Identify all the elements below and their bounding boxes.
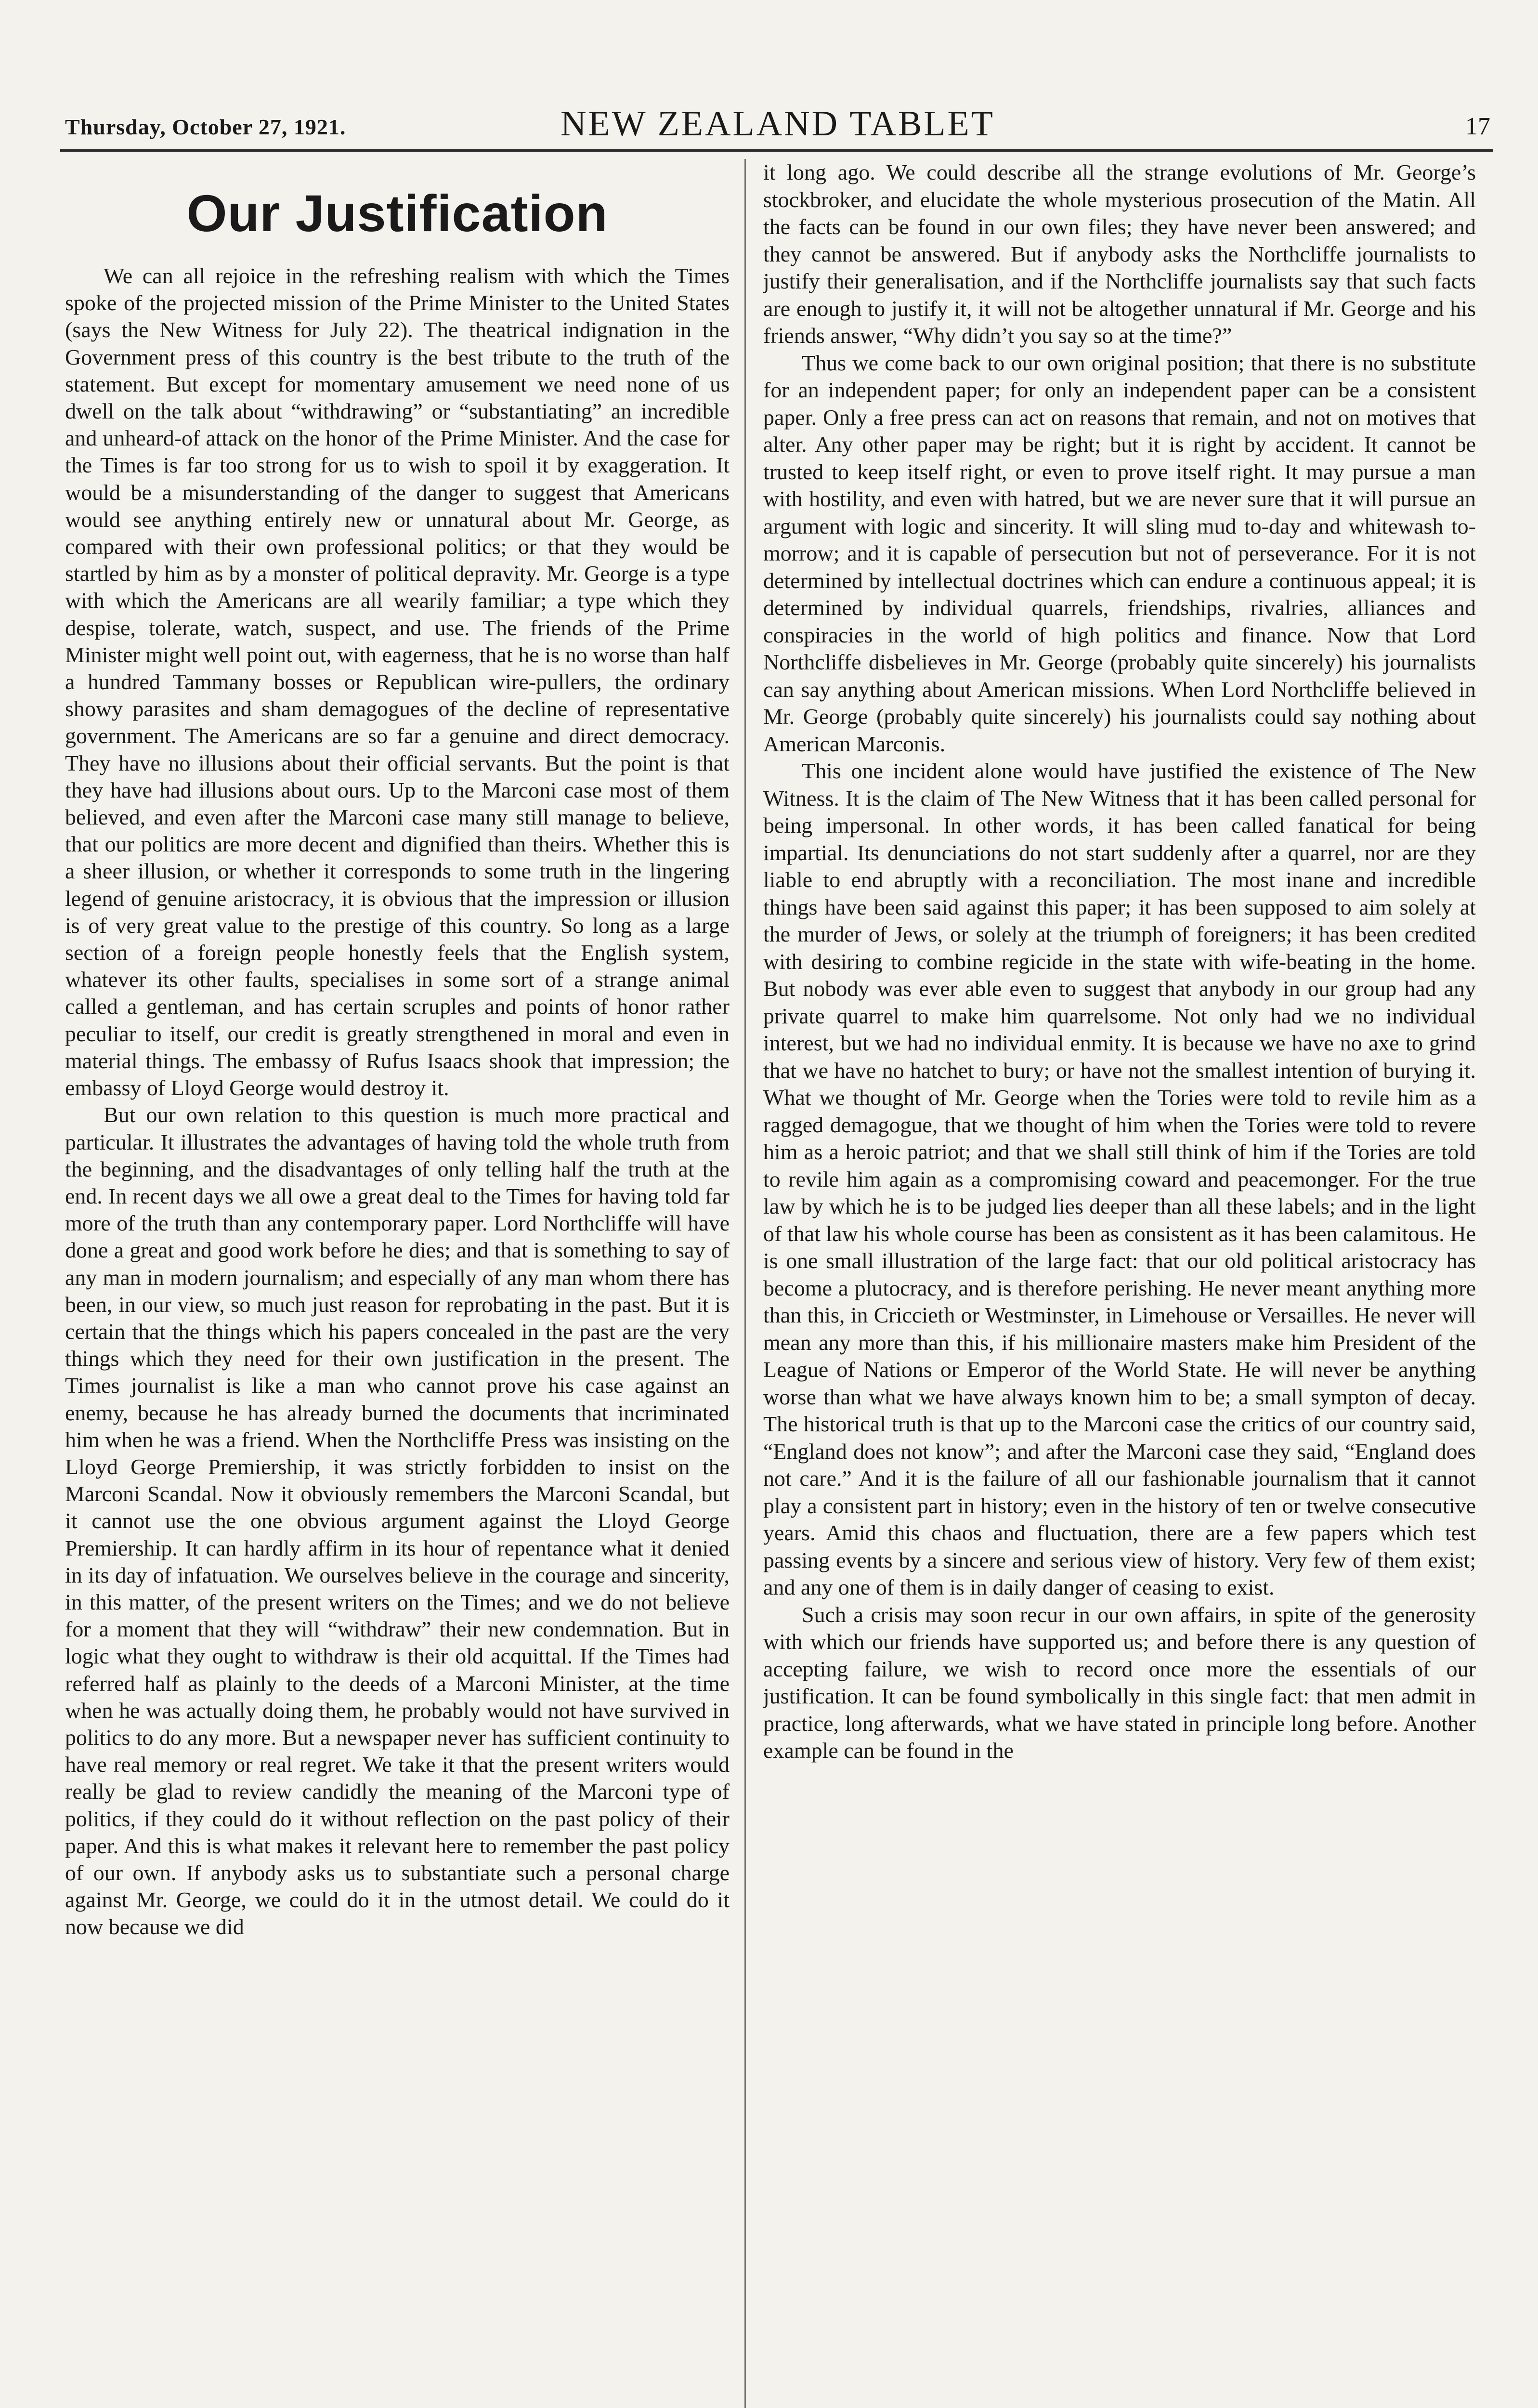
header-rule [60,149,1493,152]
article-paragraph-3: Thus we come back to our own original position; that there is no substitute for an independent paper; for only an independent paper can be a consistent paper. Only a free press can act on reasons that remain, and not on motives that alter. Any other paper may be right; but it is right by accident. It cannot be trusted to keep itself right, or even to prove itself right. It may pursue a man with hostility, and even with hatred, but we are never sure that it will pursue an argument with logic and sincerity. It will sling mud to-day and whitewash to-morrow; and it is capable of persecution but not of perseverance. For it is not determined by intellectual doctrines which can endure a continuous appeal; it is determined by individual quarrels, friendships, rivalries, alliances and conspiracies in the world of high politics and finance. Now that Lord Northcliffe disbelieves in Mr. George (probably quite sincerely) his journalists can say anything about American missions. When Lord Northcliffe believed in Mr. George (probably quite sincerely) his journalists could say nothing about American Marconis. [763,350,1476,756]
issue-date: Thursday, October 27, 1921. [65,115,346,139]
column-divider [744,159,746,2408]
article-paragraph-1: We can all rejoice in the refreshing realism with which the Times spoke of the projected mission of the Prime Minister to the United States (says the New Witness for July 22). The theatrical indignation in the Government press of this country is the best tribute to the truth of the statement. But except for momentary amusement we need none of us dwell on the talk about “withdrawing” or “substantiating” an incredible and unheard-of attack on the honor of the Prime Minister. And the case for the Times is far too strong for us to wish to spoil it by exaggeration. It would be a misunderstanding of the danger to suggest that Americans would see anything entirely new or unnatural about Mr. George, as compared with their own professional politics; or that they would be startled by him as by a monster of political depravity. Mr. George is a type with which the Americans are all wearily familiar; a type which they despise, tolerate, watch, suspect, and use. The friends of the Prime Minister might well point out, with eagerness, that he is no worse than half a hundred Tammany bosses or Republican wire-pullers, the ordinary showy parasites and sham demagogues of the decline of representative government. The Americans are so far a genuine and direct democracy. They have no illusions about their official servants. But the point is that they have had illusions about ours. Up to the Marconi case most of them believed, and even after the Marconi case many still manage to believe, that our politics are more decent and dignified than theirs. Whether this is a sheer illusion, or whether it corresponds to some truth in the lingering legend of genuine aristocracy, it is obvious that the impression or illusion is of very great value to the prestige of this country. So long as a large section of a foreign people honestly feels that the English system, whatever its other faults, specialises in some sort of a strange animal called a gentleman, and has certain scruples and points of honor rather peculiar to itself, our credit is greatly strengthened in moral and even in material things. The embassy of Rufus Isaacs shook that impression; the embassy of Lloyd George would destroy it. [65,263,730,1100]
article-paragraph-4: This one incident alone would have justified the existence of The New Witness. It is the claim of The New Witness that it has been called personal for being impersonal. In other words, it has been called fanatical for being impartial. Its denunciations do not start suddenly after a quarrel, nor are they liable to end abruptly with a reconciliation. The most inane and incredible things have been said against this paper; it has been supposed to aim solely at the murder of Jews, or solely at the triumph of foreigners; it has been credited with desiring to combine regicide in the state with wife-beating in the home. But nobody was ever able even to suggest that anybody in our group had any private quarrel to make him quarrelsome. Not only had we no individual interest, but we had no individual enmity. It is because we have no axe to grind that we have no hatchet to bury; or have not the smallest intention of burying it. What we thought of Mr. George when the Tories were told to revile him as a ragged demagogue, that we thought of him when the Tories were told to revere him as a heroic patriot; and that we shall still think of him if the Tories are told to revile him again as a compromising coward and peacemonger. For the true law by which he is to be judged lies deeper than all these labels; and in the light of that law his whole course has been as consistent as it has been calamitous. He is one small illustration of the large fact: that our old political aristocracy has become a plutocracy, and is therefore perishing. He never meant anything more than this, in Criccieth or Westminster, in Limehouse or Versailles. He never will mean any more than this, if his millionaire masters make him President of the League of Nations or Emperor of the World State. He will never be anything worse than what we have always known him to be; a small sympton of decay. The historical truth is that up to the Marconi case the critics of our country said, “England does not know”; and after the Marconi case they said, “England does not care.” And it is the failure of all our fashionable journalism that it cannot play a consistent part in history; even in the history of ten or twelve consecutive years. Amid this chaos and fluctuation, there are a few papers which test passing events by a sincere and serious view of history. Very few of them exist; and any one of them is in daily danger of ceasing to exist. [763,759,1476,1599]
left-column [65,159,730,2408]
page-number: 17 [1465,113,1490,140]
page-header [65,104,1490,147]
article-paragraph-5: Such a crisis may soon recur in our own affairs, in spite of the generosity with which our friends have supported us; and before there is any question of accepting failure, we wish to record once more the essentials of our justification. It can be found symbolically in this single fact: that men admit in practice, long afterwards, what we have stated in principle long before. Another example can be found in the [763,1602,1476,1763]
article-title: Our Justification [186,184,608,242]
right-column [763,159,1476,2408]
publication-title: NEW ZEALAND TABLET [560,104,995,144]
article-paragraph-continuation: it long ago. We could describe all the strange evolutions of Mr. George’s stockbroker, and elucidate the whole mysterious prosecution of the Matin. All the facts can be found in our own files; they have never been answered; and they cannot be answered. But if anybody asks the Northcliffe journalists to justify their generalisation, and if the Northcliffe journalists say that such facts are enough to justify it, it will not be altogether unnatural if Mr. George and his friends answer, “Why didn’t you say so at the time?” [763,160,1476,348]
article-paragraph-2: But our own relation to this question is much more practical and particular. It illustrates the advantages of having told the whole truth from the beginning, and the disadvantages of only telling half the truth at the end. In recent days we all owe a great deal to the Times for having told far more of the truth than any contemporary paper. Lord Northcliffe will have done a great and good work before he dies; and that is something to say of any man in modern journalism; and especially of any man whom there has been, in our view, so much just reason for reprobating in the past. But it is certain that the things which his papers concealed in the past are the very things which they need for their own justification in the present. The Times journalist is like a man who cannot prove his case against an enemy, because he has already burned the documents that incriminated him when he was a friend. When the Northcliffe Press was insisting on the Lloyd George Premiership, it was strictly forbidden to insist on the Marconi Scandal. Now it obviously remembers the Marconi Scandal, but it cannot use the one obvious argument against the Lloyd George Premiership. It can hardly affirm in its hour of repentance what it denied in its day of infatuation. We ourselves believe in the courage and sincerity, in this matter, of the present writers on the Times; and we do not believe for a moment that they will “withdraw” their new condemnation. But in logic what they ought to withdraw is their old acquittal. If the Times had referred half as plainly to the deeds of a Marconi Minister, at the time when he was actually doing them, he probably would not have survived in politics to do any more. But a newspaper never has sufficient continuity to have real memory or real regret. We take it that the present writers would really be glad to review candidly the meaning of the Marconi type of politics, if they could do it without reflection on the past policy of their paper. And this is what makes it relevant here to remember the past policy of our own. If anybody asks us to substantiate such a personal charge against Mr. George, we could do it in the utmost detail. We could do it now because we did [65,1102,730,1939]
